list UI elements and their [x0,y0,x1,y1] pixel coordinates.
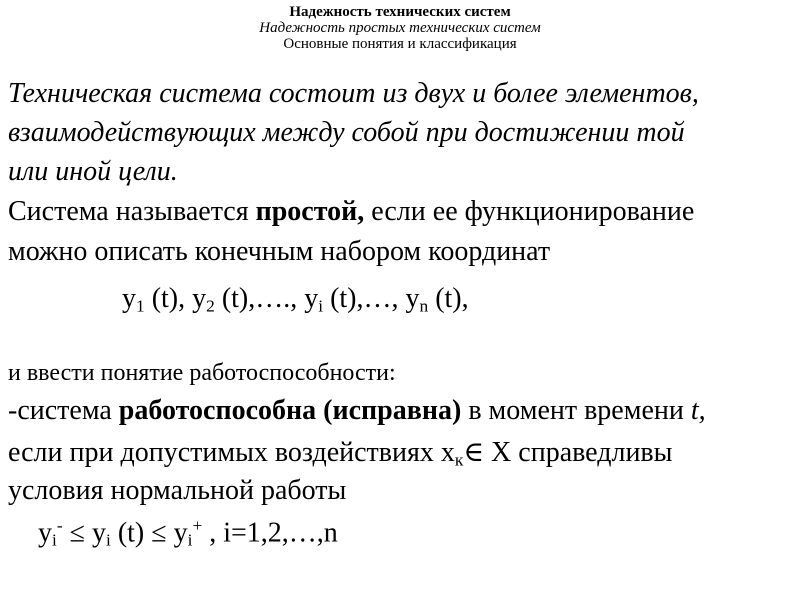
coord-yi: y [304,283,319,314]
simple-line-2: можно описать конечным набором координат [8,236,551,267]
work-keyword: работоспособна (исправна) [118,395,462,426]
cond-sub-i-2: i [105,530,111,550]
work-line-2-before: если при допустимых воздействиях x [8,437,455,468]
definition-line-2: взаимодействующих между собой при достижении той [8,117,685,148]
cond-tail: , i=1,2,…,n [202,517,338,549]
cond-y-lower: y [38,517,52,549]
work-line-1 [8,395,706,427]
simple-keyword: простой, [255,196,365,227]
coord-sub-2: 2 [206,296,215,316]
cond-y-upper: y [173,517,188,549]
work-line-1-before: -система [8,395,119,426]
cond-sub-i-3: i [187,530,193,550]
header-subtitle: Надежность простых технических систем [259,20,541,36]
coord-y2: y [192,283,207,314]
coordinates-formula [122,283,469,316]
cond-le-1: ≤ [62,517,92,549]
coord-sub-n: n [419,296,429,316]
work-line-1-after: в момент времени [461,395,691,426]
coord-sub-i: i [318,296,324,316]
coord-t2: (t),…., [214,283,305,314]
condition-formula [38,516,338,551]
work-line-2-sub: к [454,450,464,470]
header-title: Надежность технических систем [289,4,511,20]
coord-sub-1: 1 [136,296,145,316]
simple-line-1-after: если ее функционирование [364,196,695,227]
simple-line-1-before: Система называется [8,196,256,227]
simple-line-1 [8,196,694,228]
work-line-3: условия нормальной работы [8,475,347,506]
definition-line-3: или иной цели. [8,156,178,187]
work-line-2-after: ∈ X справедливы [463,437,673,468]
definition-line-1: Техническая система состоит из двух и более элементов, [8,78,699,109]
work-line-2 [8,435,672,470]
work-line-1-t: t, [690,395,706,426]
coord-t1: (t), [144,283,193,314]
coord-yn: y [405,283,420,314]
header-section: Основные понятия и классификация [283,36,517,52]
cond-sub-i-1: i [52,530,57,550]
cond-t-le: (t) ≤ [110,517,174,549]
cond-sup-minus: - [56,516,63,535]
coord-ti: (t),…, [323,283,406,314]
cond-sup-plus: + [192,516,203,535]
cond-y-mid: y [91,517,106,549]
slide-header [0,4,800,52]
intro-line: и ввести понятие работоспособности: [8,360,396,386]
coord-tn: (t), [428,283,469,314]
coord-y1: y [122,283,136,314]
